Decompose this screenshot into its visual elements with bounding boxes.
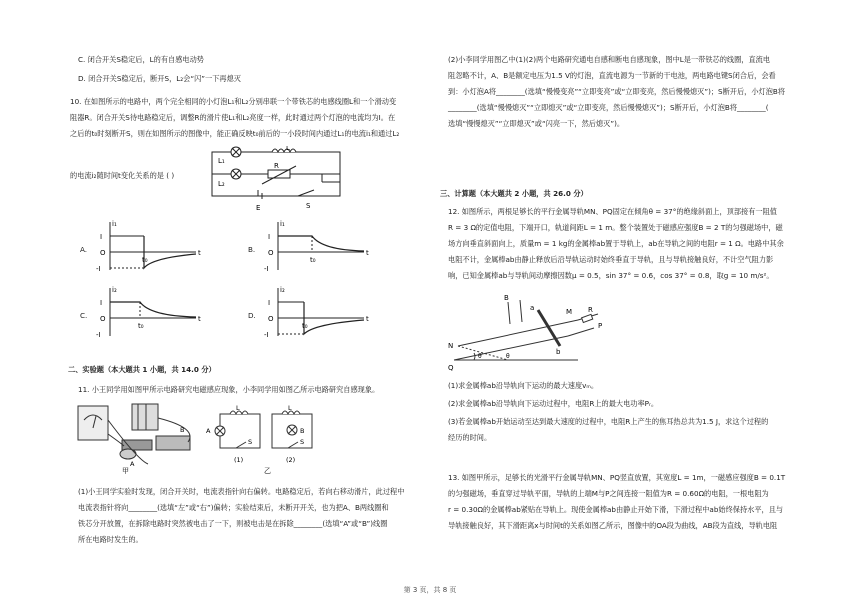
fig-jia: 甲 — [122, 467, 129, 474]
incline-m: M — [566, 308, 573, 316]
incline-b: B — [504, 294, 509, 302]
label-s: S — [306, 202, 311, 210]
graph-c-axis: i₂ — [112, 286, 117, 294]
q11-2-line-4: ________(选填“慢慢熄灭”“立即熄灭”或“立即变亮，然后慢慢熄灭”)；S断开后，小灯泡B将________( — [448, 103, 769, 112]
graph-c-t0: t₀ — [138, 322, 144, 330]
q11-2-line-3: 到：小灯泡A将________(选填“慢慢变亮”“立即变亮”或“立即变亮，然后慢慢熄灭”)；S断开后，小灯泡B将 — [448, 87, 786, 96]
page-footer: 第 3 页，共 8 页 — [403, 586, 457, 594]
fig1-a: A — [206, 427, 211, 435]
option-d: D. 闭合开关S稳定后，断开S，L₂会“闪”一下再熄灭 — [78, 74, 241, 83]
incline-bb: b — [556, 348, 561, 356]
graph-d-axis: i₂ — [280, 286, 285, 294]
q10-line-2: 阻器R。闭合开关S待电路稳定后，调整R的滑片使L₁和L₂亮度一样，此时通过两个灯泡的电流均为I。在 — [70, 113, 396, 122]
fig-b-label: B — [180, 426, 185, 434]
graph-d-i: I — [268, 299, 271, 307]
incline-n: N — [448, 342, 454, 350]
option-a-letter: A. — [80, 245, 88, 254]
graph-d — [264, 284, 374, 344]
q12-sub-2: (2)求金属棒ab沿导轨向下运动过程中，电阻R上的最大电功率Pᵣ。 — [448, 399, 659, 408]
graph-c-i: I — [100, 299, 103, 307]
q11-figures — [76, 398, 316, 474]
fig2-b: B — [300, 427, 305, 435]
incline-theta-1: θ — [478, 353, 482, 360]
q13-line-3: r = 0.30Ω的金属棒ab紧贴在导轨上。现使金属棒ab由静止开始下滑，下滑过程中ab始终保持水平，且与 — [448, 505, 784, 514]
q11-2-line-1: (2)小李同学用图乙中(1)(2)两个电路研究通电自感和断电自感现象，图中L是一带铁芯的线圈，直流电 — [448, 55, 771, 64]
graph-a — [96, 218, 206, 278]
graph-c-negi: -I — [96, 331, 101, 339]
fig-a-label: A — [130, 460, 135, 468]
incline-theta-2: θ — [506, 353, 510, 360]
section-3-heading: 三、计算题（本大题共 2 小题，共 26.0 分） — [440, 189, 588, 198]
label-r: R — [274, 162, 279, 170]
fig2-s: S — [300, 438, 305, 446]
graph-b-o: O — [268, 249, 274, 257]
option-d-letter: D. — [248, 311, 256, 320]
option-b-letter: B. — [248, 245, 256, 254]
q11-1-line-1: (1)小王同学实验时发现，闭合开关时，电流表指针向右偏转。电路稳定后，若向右移动滑片，此过程中 — [78, 487, 405, 496]
graph-a-negi: -I — [96, 265, 101, 273]
option-c-letter: C. — [80, 311, 88, 320]
graph-b — [264, 218, 374, 278]
label-l1: L₁ — [218, 157, 225, 165]
q11-1-line-3: 铁芯分开放置，在拆除电路时突然被电击了一下，则被电击是在拆除________(选填“A”或“B”)线圈 — [78, 519, 388, 528]
label-e: E — [256, 204, 261, 212]
q12-incline-figure — [448, 290, 648, 376]
q12-line-1: 12. 如图所示，两根足够长的平行金属导轨MN、PQ固定在倾角θ = 37°的绝缘斜面上，顶部接有一阻值 — [448, 207, 777, 216]
q12-line-4: 电阻不计，金属棒ab由静止释放后沿导轨运动时始终垂直于导轨，且与导轨接触良好，不计空气阻力影 — [448, 255, 774, 264]
fig1-s: S — [248, 438, 253, 446]
q11-2-line-5: 选填“慢慢熄灭”“立即熄灭”或“闪亮一下，然后熄灭”)。 — [448, 119, 625, 128]
q13-line-1: 13. 如图甲所示，足够长的光滑平行金属导轨MN、PQ竖直放置，其宽度L = 1m，一磁感应强度B = 0.1T — [448, 473, 786, 482]
fig1-num: (1) — [234, 456, 244, 464]
graph-d-o: O — [268, 315, 274, 323]
graph-b-t0: t₀ — [310, 256, 316, 264]
graph-a-o: O — [100, 249, 106, 257]
option-c: C. 闭合开关S稳定后，L的有自感电动势 — [78, 55, 204, 64]
label-l: L — [286, 146, 290, 152]
q10-line-3: 之后的t₀时刻断开S，则在如图所示的图像中，能正确反映t₀前后的一小段时间内通过L₁的电流i₁和通过L₂ — [70, 129, 400, 138]
section-2-heading: 二、实验题（本大题共 1 小题，共 14.0 分） — [68, 365, 216, 374]
incline-q: Q — [448, 364, 454, 372]
graph-d-t: t — [366, 315, 369, 323]
fig2-l: L — [288, 404, 292, 412]
graph-b-i: I — [268, 233, 271, 241]
q11-1-line-4: 所在电路时发生的。 — [78, 535, 143, 544]
graph-b-negi: -I — [264, 265, 269, 273]
q10-option-graphs — [78, 218, 440, 338]
graph-d-negi: -I — [264, 331, 269, 339]
incline-r: R — [588, 306, 593, 314]
label-l2: L₂ — [218, 180, 225, 188]
graph-c — [96, 284, 206, 344]
q12-sub-3b: 经历的时间。 — [448, 433, 492, 442]
q13-line-2: 的匀强磁场，垂直穿过导轨平面，导轨的上端M与P之间连接一阻值为R = 0.60Ω的电阻，一根电阻为 — [448, 489, 769, 498]
q12-sub-3: (3)若金属棒ab开始运动至达到最大速度的过程中，电阻R上产生的焦耳热总共为1.5 J，求这个过程的 — [448, 417, 769, 426]
fig1-l: L — [236, 404, 240, 412]
graph-a-t0: t₀ — [142, 256, 148, 264]
graph-a-t: t — [198, 249, 201, 257]
graph-a-i: I — [100, 233, 103, 241]
incline-a: a — [530, 304, 535, 312]
graph-a-axis: i₁ — [112, 220, 117, 228]
q12-sub-1: (1)求金属棒ab沿导轨向下运动的最大速度vₘ。 — [448, 381, 599, 390]
graph-b-t: t — [366, 249, 369, 257]
q12-line-2: R = 3 Ω的定值电阻，下端开口，轨道间距L = 1 m。整个装置处于磁感应强度B = 2 T的匀强磁场中，磁 — [448, 223, 783, 232]
graph-d-t0: t₀ — [302, 322, 308, 330]
q10-line-1: 10. 在如图所示的电路中，两个完全相同的小灯泡L₁和L₂分别串联一个带铁芯的电感线圈L和一个滑动变 — [70, 97, 397, 106]
graph-c-o: O — [100, 315, 106, 323]
q11-2-line-2: 阻忽略不计，A、B是额定电压为1.5 V的灯泡，直流电源为一节新的干电池，两电路电键S闭合后，会看 — [448, 71, 776, 80]
incline-p: P — [598, 322, 603, 330]
fig-yi: 乙 — [264, 467, 271, 474]
fig2-num: (2) — [286, 456, 296, 464]
q13-line-4: 导轨接触良好，其下滑距离x与时间t的关系如图乙所示，图像中的OA段为曲线，AB段为直线，导轨电阻 — [448, 521, 778, 530]
q10-line-4: 的电流i₂随时间t变化关系的是 ( ) — [70, 171, 175, 180]
graph-b-axis: i₁ — [280, 220, 285, 228]
graph-c-t: t — [198, 315, 201, 323]
q10-circuit-diagram — [202, 146, 362, 214]
q11-stem: 11. 小王同学用如图甲所示电路研究电磁感应现象，小李同学用如图乙所示电路研究自感现象。 — [78, 385, 380, 394]
q12-line-3: 场方向垂直斜面向上，质量m = 1 kg的金属棒ab置于导轨上，ab在导轨之间的电阻r = 1 Ω。电路中其余 — [448, 239, 784, 248]
q11-1-line-2: 电流表指针将向________(选填“左”或“右”)偏转；实验结束后，未断开开关，也为把A、B两线圈和 — [78, 503, 389, 512]
q12-line-5: 响，已知金属棒ab与导轨间动摩擦因数μ = 0.5，sin 37° = 0.6，cos 37° = 0.8，取g = 10 m/s²。 — [448, 271, 774, 280]
